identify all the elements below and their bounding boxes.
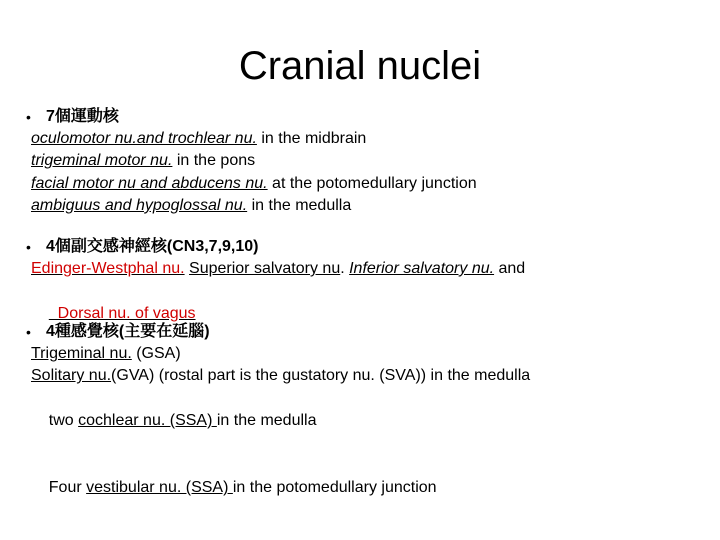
trigeminal-nucleus: Trigeminal nu. xyxy=(31,345,132,362)
count-text: two xyxy=(48,411,79,429)
modality-text: (GSA) xyxy=(131,345,181,362)
sensory-line xyxy=(26,388,716,455)
bullet-mark: • xyxy=(26,239,31,255)
cochlear-nucleus: cochlear nu. (SSA) xyxy=(78,411,217,429)
bullet-mark: • xyxy=(26,109,31,125)
motor-nucleus-line xyxy=(26,173,716,195)
nucleus-name: trigeminal motor nu. xyxy=(31,152,173,170)
count-text: Four xyxy=(48,478,87,496)
nucleus-name: facial motor nu and abducens nu. xyxy=(31,174,268,192)
parasympathetic-heading: 4個副交感神經核(CN3,7,9,10) xyxy=(46,238,259,255)
motor-nucleus-line xyxy=(26,128,716,150)
nucleus-name: ambiguus and hypoglossal nu. xyxy=(31,196,248,214)
solitary-nucleus: Solitary nu. xyxy=(31,367,112,385)
sensory-line xyxy=(26,343,716,365)
sensory-line xyxy=(26,365,716,387)
bullet-mark: • xyxy=(26,324,31,340)
separator-text: . xyxy=(340,260,350,277)
nucleus-location: at the potomedullary junction xyxy=(267,174,477,192)
vestibular-nucleus: vestibular nu. (SSA) xyxy=(86,478,233,496)
conjunction-text: and xyxy=(494,260,526,277)
slide-title: Cranial nuclei xyxy=(238,44,482,88)
superior-salvatory-nucleus: Superior salvatory nu xyxy=(189,260,341,277)
parasympathetic-line xyxy=(26,258,716,280)
nucleus-name: oculomotor nu.and trochlear nu. xyxy=(31,130,257,147)
nucleus-location: in the medulla xyxy=(247,196,352,214)
motor-nucleus-line xyxy=(26,195,716,217)
motor-nuclei-heading: 7個運動核 xyxy=(46,108,119,125)
modality-text: (GVA) (rostal part is the gustatory nu. (SVA)) in the medulla xyxy=(111,367,531,385)
motor-nuclei-section xyxy=(26,106,716,217)
inferior-salvatory-nucleus: Inferior salvatory nu. xyxy=(349,260,495,277)
sensory-nuclei-section xyxy=(26,321,716,521)
sensory-line xyxy=(26,454,716,521)
edinger-westphal-nucleus: Edinger-Westphal nu. xyxy=(31,260,185,277)
nucleus-location: in the pons xyxy=(172,152,256,170)
sensory-heading: 4種感覺核(主要在延腦) xyxy=(46,323,210,340)
location-text: in the medulla xyxy=(216,411,317,429)
dorsal-vagus-nucleus: Dorsal nu. of vagus xyxy=(48,304,196,322)
nucleus-location: in the midbrain xyxy=(256,130,367,147)
location-text: in the potomedullary junction xyxy=(232,478,437,496)
motor-nucleus-line xyxy=(26,150,716,172)
